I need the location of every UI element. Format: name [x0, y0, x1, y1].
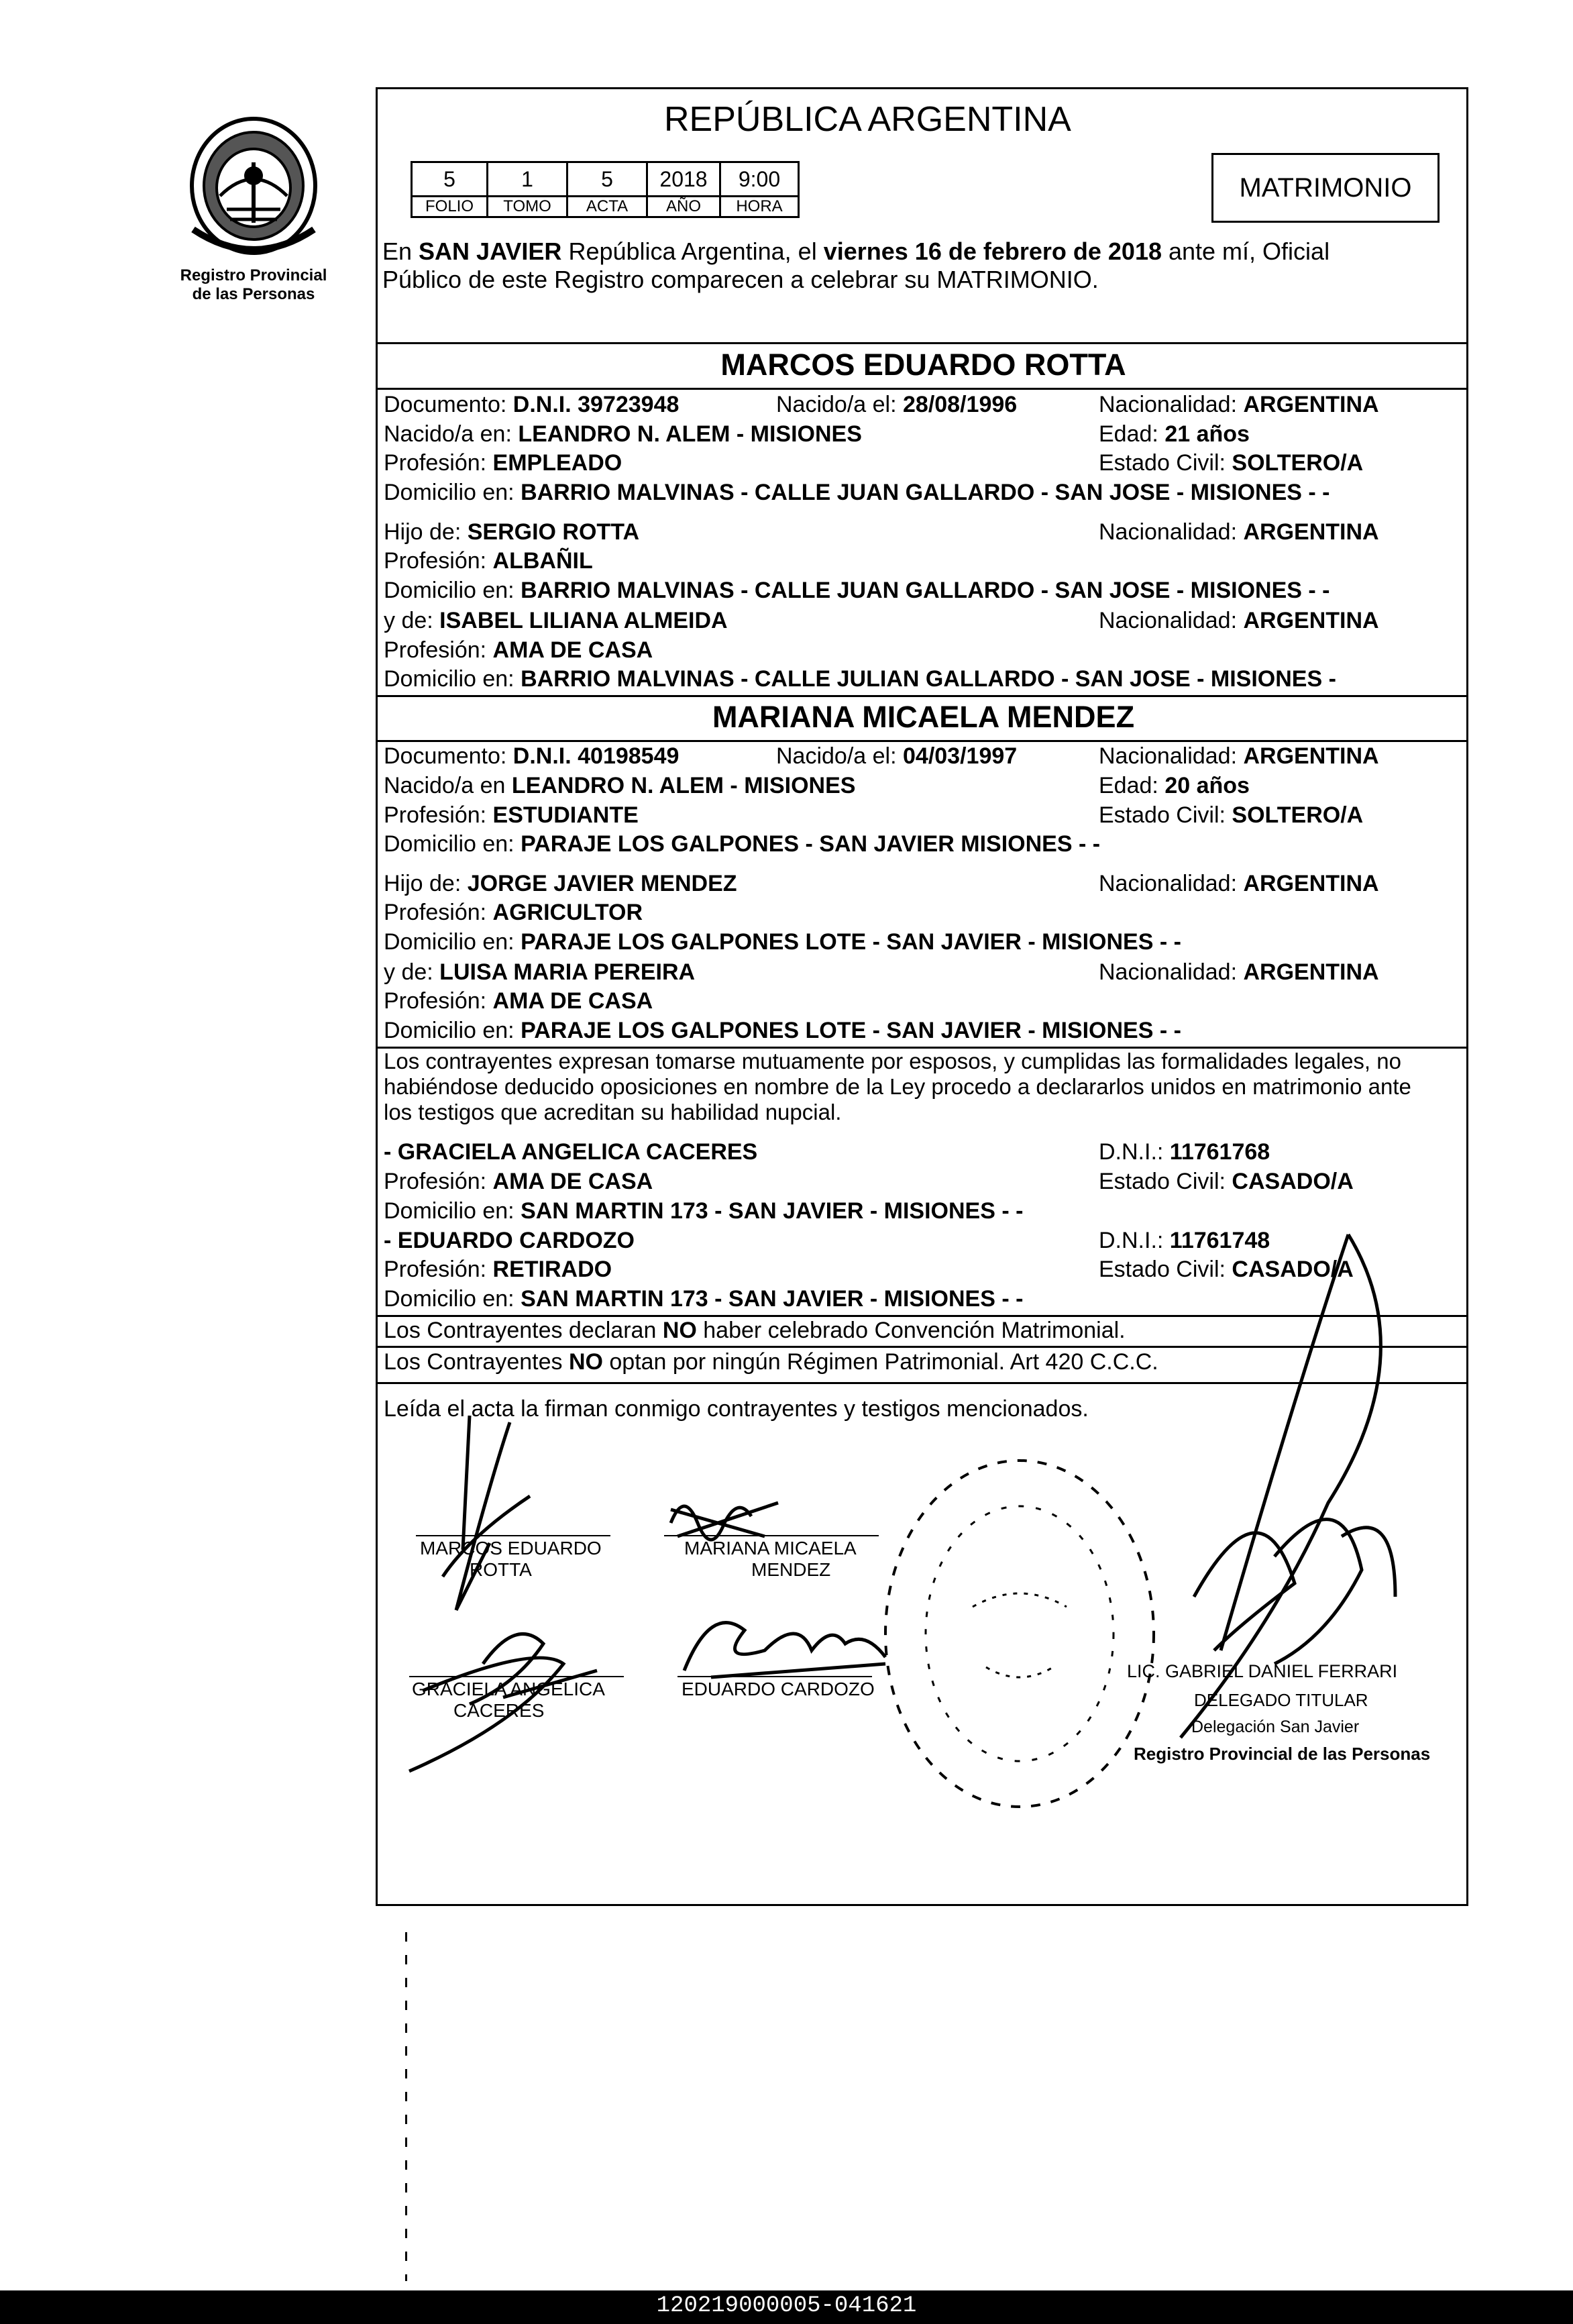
spouse1-mother-nat: Nacionalidad: ARGENTINA	[1099, 608, 1379, 633]
intro-place: SAN JAVIER	[419, 237, 562, 265]
spouse1-mother-prof: Profesión: AMA DE CASA	[384, 637, 653, 663]
sig1-handwritten-icon	[416, 1402, 617, 1624]
registry-table	[411, 161, 800, 218]
sig3-name-2: CACERES	[453, 1700, 545, 1721]
official-stamp-icon	[872, 1446, 1167, 1821]
tomo-value: 1	[488, 162, 567, 197]
spouse2-father-prof: Profesión: AGRICULTOR	[384, 900, 643, 925]
witness2-dom: Domicilio en: SAN MARTIN 173 - SAN JAVIER - MISIONES - -	[384, 1286, 1024, 1312]
convention-line-2: Los Contrayentes NO optan por ningún Régimen Patrimonial. Art 420 C.C.C.	[384, 1349, 1158, 1375]
year-label: AÑO	[647, 197, 720, 217]
sig1-name-2: ROTTA	[470, 1559, 532, 1580]
hour-label: HORA	[720, 197, 799, 217]
spouse2-civil: Estado Civil: SOLTERO/A	[1099, 802, 1364, 828]
officer-name: LIC. GABRIEL DANIEL FERRARI	[1127, 1661, 1398, 1681]
spouse1-age: Edad: 21 años	[1099, 421, 1250, 447]
sig2-handwritten-icon	[657, 1483, 792, 1556]
spouse1-civil: Estado Civil: SOLTERO/A	[1099, 450, 1364, 476]
sig4-name-1: EDUARDO CARDOZO	[682, 1679, 875, 1699]
hour-value: 9:00	[720, 162, 799, 197]
signatures-intro: Leída el acta la firman conmigo contrayentes y testigos mencionados.	[384, 1396, 1089, 1422]
spouse1-doc: Documento: D.N.I. 39723948	[384, 392, 680, 417]
sig4-handwritten-icon	[671, 1590, 892, 1691]
frame-top	[376, 87, 1468, 89]
spouse2-age: Edad: 20 años	[1099, 773, 1250, 798]
spouse1-mother-dom: Domicilio en: BARRIO MALVINAS - CALLE JULIAN GALLARDO - SAN JOSE - MISIONES -	[384, 666, 1336, 692]
witness1-name: - GRACIELA ANGELICA CACERES	[384, 1139, 758, 1165]
folio-value: 5	[412, 162, 488, 197]
officer-registry: Registro Provincial de las Personas	[1134, 1744, 1431, 1764]
sig2-name-2: MENDEZ	[751, 1559, 831, 1580]
frame-bottom	[376, 1904, 1468, 1906]
year-value: 2018	[647, 162, 720, 197]
divider-2	[376, 388, 1468, 390]
ceremony-line-2: habiéndose deducido oposiciones en nombre de la Ley procedo a declararlos unidos en matrimonio ante	[384, 1074, 1411, 1099]
spouse1-name: MARCOS EDUARDO ROTTA	[720, 348, 1126, 382]
sig1-name-1: MARCOS EDUARDO	[420, 1538, 602, 1559]
doc-type-box	[1211, 153, 1440, 223]
sig3-handwritten-icon	[396, 1603, 610, 1785]
ceremony-line-1: Los contrayentes expresan tomarse mutuamente por esposos, y cumplidas las formalidades legales, no	[384, 1049, 1401, 1073]
spouse2-father-nat: Nacionalidad: ARGENTINA	[1099, 871, 1379, 896]
spouse1-father-nat: Nacionalidad: ARGENTINA	[1099, 519, 1379, 545]
spouse2-dom: Domicilio en: PARAJE LOS GALPONES - SAN JAVIER MISIONES - -	[384, 831, 1101, 857]
logo	[173, 115, 334, 310]
divider-3	[376, 695, 1468, 697]
footer-code: 120219000005-041621	[656, 2293, 917, 2319]
spouse1-father-dom: Domicilio en: BARRIO MALVINAS - CALLE JUAN GALLARDO - SAN JOSE - MISIONES - -	[384, 578, 1330, 603]
convention-line-1: Los Contrayentes declaran NO haber celebrado Convención Matrimonial.	[384, 1318, 1126, 1343]
spouse2-father-dom: Domicilio en: PARAJE LOS GALPONES LOTE - SAN JAVIER - MISIONES - -	[384, 929, 1181, 955]
spouse2-doc: Documento: D.N.I. 40198549	[384, 743, 680, 769]
tomo-label: TOMO	[488, 197, 567, 217]
logo-caption-1: Registro Provincial	[180, 266, 327, 284]
country-title: REPÚBLICA ARGENTINA	[664, 100, 1071, 139]
spouse2-prof: Profesión: ESTUDIANTE	[384, 802, 639, 828]
spouse1-birthplace: Nacido/a en: LEANDRO N. ALEM - MISIONES	[384, 421, 862, 447]
frame-left	[376, 87, 378, 1905]
spouse2-name: MARIANA MICAELA MENDEZ	[712, 700, 1135, 734]
intro-line-1: En SAN JAVIER República Argentina, el viernes 16 de febrero de 2018 ante mí, Oficial	[382, 237, 1330, 265]
witness2-prof: Profesión: RETIRADO	[384, 1257, 612, 1282]
witness1-dom: Domicilio en: SAN MARTIN 173 - SAN JAVIER - MISIONES - -	[384, 1198, 1024, 1224]
left-margin-marks	[405, 1932, 407, 2281]
provincial-seal-icon	[173, 115, 334, 263]
spouse1-father-prof: Profesión: ALBAÑIL	[384, 548, 593, 574]
divider-4	[376, 740, 1468, 742]
spouse2-mother-dom: Domicilio en: PARAJE LOS GALPONES LOTE - SAN JAVIER - MISIONES - -	[384, 1018, 1181, 1043]
logo-caption-2: de las Personas	[192, 285, 315, 303]
acta-label: ACTA	[567, 197, 647, 217]
intro-line-2: Público de este Registro comparecen a celebrar su MATRIMONIO.	[382, 266, 1099, 293]
acta-value: 5	[567, 162, 647, 197]
spouse2-father: Hijo de: JORGE JAVIER MENDEZ	[384, 871, 737, 896]
spouse1-father: Hijo de: SERGIO ROTTA	[384, 519, 639, 545]
spouse2-nat: Nacionalidad: ARGENTINA	[1099, 743, 1379, 769]
witness1-dni: D.N.I.: 11761768	[1099, 1139, 1270, 1165]
sig3-name-1: GRACIELA ANGELICA	[412, 1679, 605, 1699]
spouse2-mother-nat: Nacionalidad: ARGENTINA	[1099, 959, 1379, 985]
ceremony-line-3: los testigos que acreditan su habilidad nupcial.	[384, 1100, 842, 1124]
folio-label: FOLIO	[412, 197, 488, 217]
intro-date: viernes 16 de febrero de 2018	[823, 237, 1162, 265]
witness1-civil: Estado Civil: CASADO/A	[1099, 1169, 1354, 1194]
officer-office: Delegación San Javier	[1191, 1718, 1360, 1736]
witness2-dni: D.N.I.: 11761748	[1099, 1228, 1270, 1253]
spouse2-birthplace: Nacido/a en LEANDRO N. ALEM - MISIONES	[384, 773, 856, 798]
doc-type-label: MATRIMONIO	[1239, 172, 1412, 203]
witness1-prof: Profesión: AMA DE CASA	[384, 1169, 653, 1194]
officer-title: DELEGADO TITULAR	[1194, 1690, 1368, 1710]
officer-handwritten-icon	[1140, 1221, 1462, 1771]
sig2-name-1: MARIANA MICAELA	[684, 1538, 857, 1559]
witness2-name: - EDUARDO CARDOZO	[384, 1228, 635, 1253]
divider-1	[376, 342, 1468, 344]
spouse1-born: Nacido/a el: 28/08/1996	[776, 392, 1018, 417]
spouse2-mother-prof: Profesión: AMA DE CASA	[384, 988, 653, 1014]
spouse2-born: Nacido/a el: 04/03/1997	[776, 743, 1018, 769]
spouse1-prof: Profesión: EMPLEADO	[384, 450, 622, 476]
spouse1-mother: y de: ISABEL LILIANA ALMEIDA	[384, 608, 728, 633]
spouse1-dom: Domicilio en: BARRIO MALVINAS - CALLE JUAN GALLARDO - SAN JOSE - MISIONES - -	[384, 480, 1330, 505]
spouse2-mother: y de: LUISA MARIA PEREIRA	[384, 959, 696, 985]
spouse1-nat: Nacionalidad: ARGENTINA	[1099, 392, 1379, 417]
witness2-civil: Estado Civil: CASADO/A	[1099, 1257, 1354, 1282]
